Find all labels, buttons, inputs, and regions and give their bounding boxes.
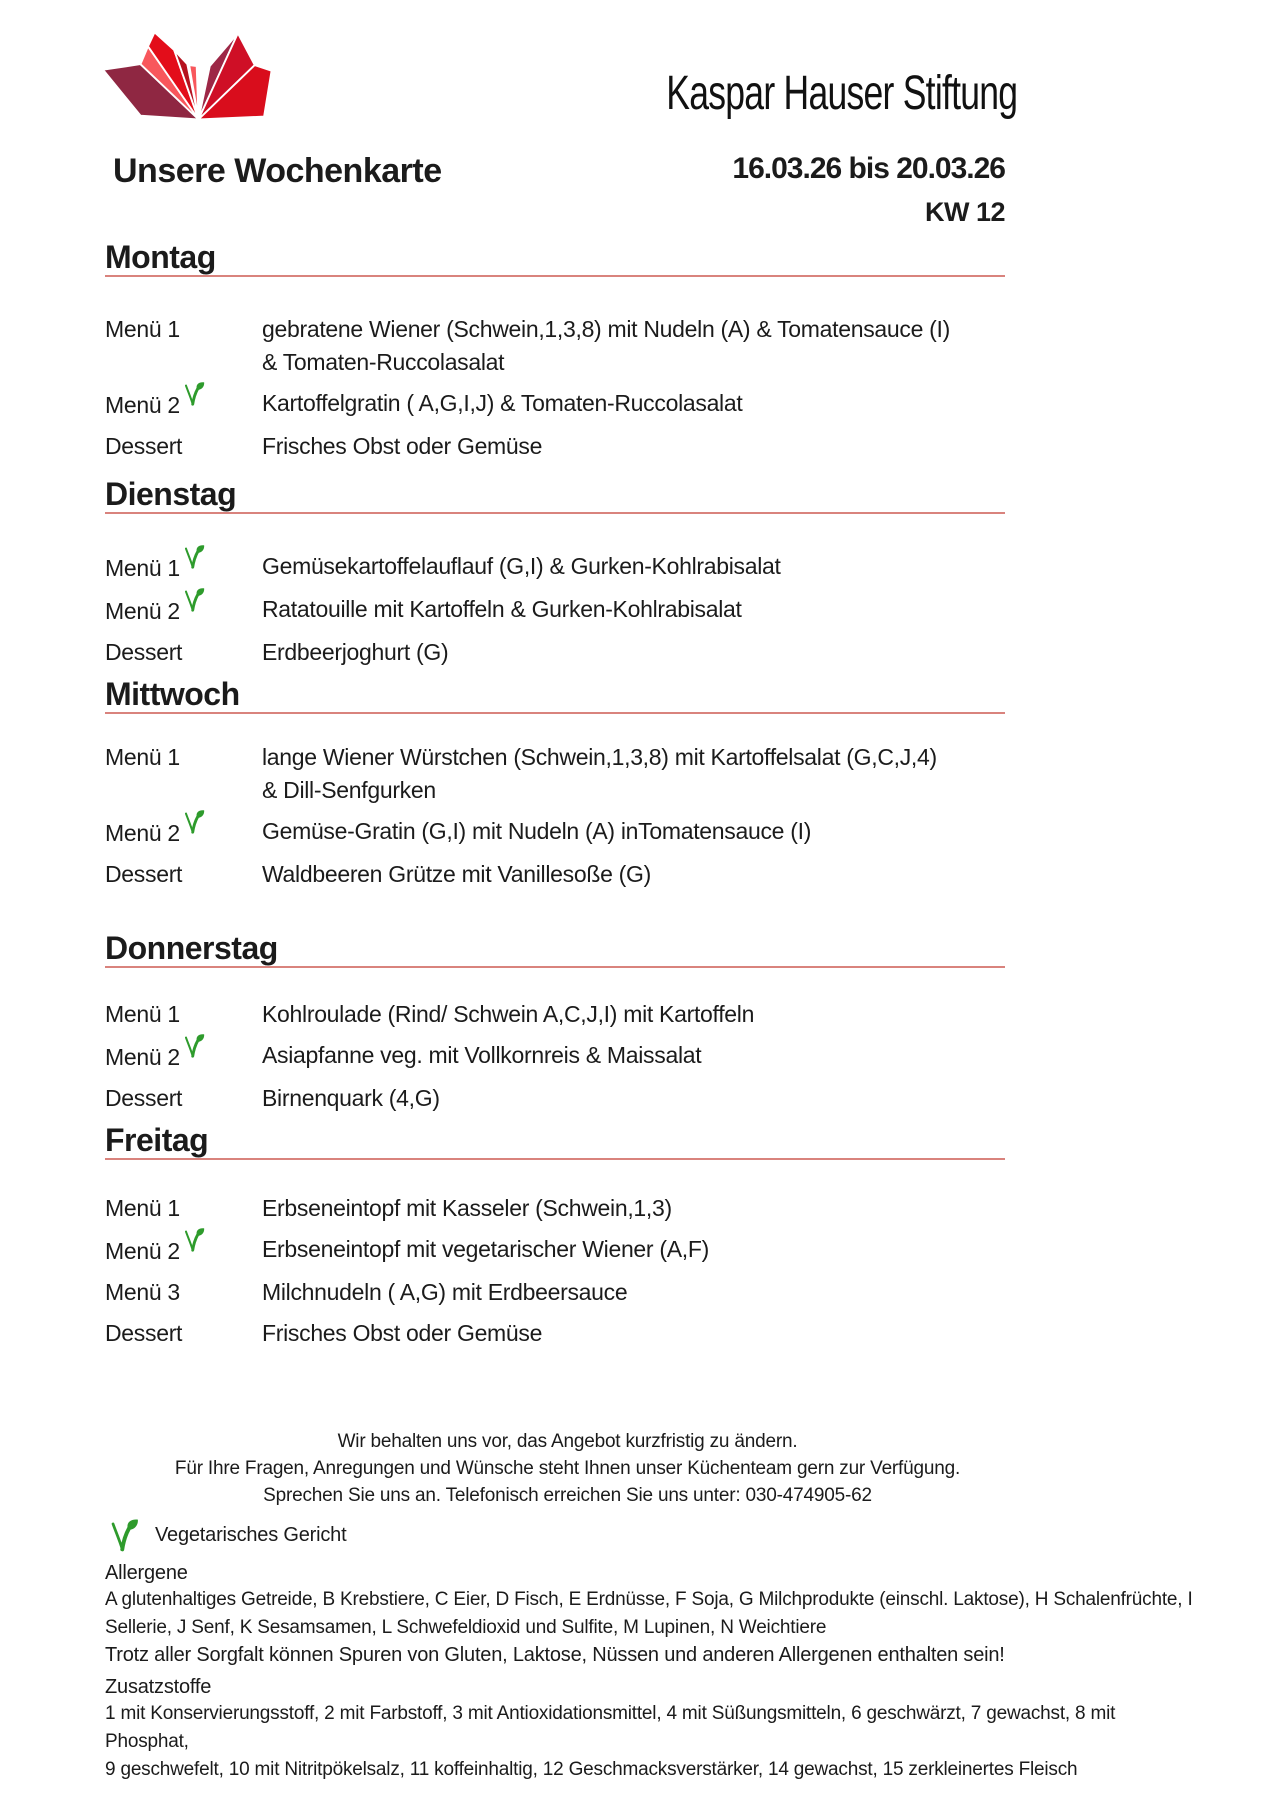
day-section-mittwoch: [105, 677, 1005, 891]
menu-label: Menü 2: [105, 815, 262, 850]
notice-line: Wir behalten uns vor, das Angebot kurzfristig zu ändern.: [337, 1431, 798, 1452]
vegetarian-icon: [109, 1517, 139, 1554]
menu-label: Menü 1: [105, 1195, 180, 1221]
allergens-heading: Allergene: [105, 1562, 188, 1584]
day-section-donnerstag: [105, 931, 1005, 1115]
allergens-list: A glutenhaltiges Getreide, B Krebstiere, C Eier, D Fisch, E Erdnüsse, F Soja, G Milchprodukte (einschl. Laktose), H Schalenfrüchte, I Sellerie, J Senf, K Sesamsamen, L Schwefeldioxid und Sulfite, M Lupinen, N Weichtiere: [105, 1589, 1193, 1638]
menu-label: Dessert: [105, 1320, 183, 1346]
kaspar-hauser-logo-icon: [92, 22, 277, 125]
vegetarian-icon: [183, 380, 205, 408]
day-heading: Montag: [105, 240, 1005, 277]
kitchen-notice: [105, 1428, 1030, 1509]
menu-row: [105, 313, 1005, 379]
menu-row: [105, 550, 1005, 585]
dish-text: Frisches Obst oder Gemüse: [262, 433, 543, 459]
dish-text: Erbseneintopf mit vegetarischer Wiener (A,F): [262, 1236, 709, 1262]
day-section-freitag: [105, 1123, 1005, 1350]
dish-text: Gemüse-Gratin (G,I) mit Nudeln (A) inTomatensauce (I): [262, 818, 812, 844]
dish-text: Ratatouille mit Kartoffeln & Gurken-Kohlrabisalat: [262, 596, 742, 622]
menu-label: Menü 1: [105, 744, 180, 770]
menu-row: [105, 1317, 1005, 1350]
menu-label: Menü 2: [105, 1039, 262, 1074]
menu-label: Menü 3: [105, 1279, 180, 1305]
menu-label: Menü 2: [105, 593, 262, 628]
menu-label: Menü 2: [105, 387, 262, 422]
day-section-dienstag: [105, 477, 1005, 669]
brand-name: Kaspar Hauser Stiftung: [666, 67, 1017, 120]
vegetarian-icon: [183, 1226, 205, 1254]
vegetarian-legend: [105, 1515, 1195, 1555]
day-heading: Mittwoch: [105, 677, 1005, 714]
vegetarian-icon: [183, 1032, 205, 1060]
notice-line: Für Ihre Fragen, Anregungen und Wünsche steht Ihnen unser Küchenteam gern zur Verfügung.: [174, 1458, 961, 1479]
dish-text: lange Wiener Würstchen (Schwein,1,3,8) mit Kartoffelsalat (G,C,J,4) & Dill-Senfgurken: [262, 744, 937, 803]
menu-row: [105, 593, 1005, 628]
title-row: [105, 152, 1005, 228]
menu-row: [105, 1039, 1005, 1074]
menu-row: [105, 858, 1005, 891]
additives-heading: Zusatzstoffe: [105, 1676, 212, 1698]
menu-row: [105, 1082, 1005, 1115]
menu-label: Dessert: [105, 1085, 183, 1111]
menu-row: [105, 998, 1005, 1031]
menu-row: [105, 1233, 1005, 1268]
dish-text: Kohlroulade (Rind/ Schwein A,C,J,I) mit Kartoffeln: [262, 1001, 755, 1027]
menu-label: Dessert: [105, 861, 183, 887]
dish-text: Waldbeeren Grütze mit Vanillesoße (G): [262, 861, 651, 887]
vegetarian-icon: [183, 808, 205, 836]
menu-label: Menü 1: [105, 550, 262, 585]
menu-label: Dessert: [105, 639, 183, 665]
dish-text: Kartoffelgratin ( A,G,I,J) & Tomaten-Ruccolasalat: [262, 390, 743, 416]
vegetarian-legend-label: Vegetarisches Gericht: [155, 1523, 347, 1546]
dish-text: Gemüsekartoffelauflauf (G,I) & Gurken-Kohlrabisalat: [262, 553, 781, 579]
menu-label: Menü 1: [105, 316, 180, 342]
menu-label: Menü 2: [105, 1233, 262, 1268]
vegetarian-icon: [183, 543, 205, 571]
vegetarian-icon: [183, 586, 205, 614]
date-range: 16.03.26 bis 20.03.26: [732, 152, 1005, 185]
menu-row: [105, 430, 1005, 463]
dish-text: Milchnudeln ( A,G) mit Erdbeersauce: [262, 1279, 628, 1305]
notice-line: Sprechen Sie uns an. Telefonisch erreichen Sie uns unter: 030-474905-62: [263, 1485, 872, 1506]
dish-text: gebratene Wiener (Schwein,1,3,8) mit Nudeln (A) & Tomatensauce (I) & Tomaten-Ruccolasalat: [262, 316, 950, 375]
dish-text: Erdbeerjoghurt (G): [262, 639, 449, 665]
menu-label: Menü 1: [105, 1001, 180, 1027]
dish-text: Asiapfanne veg. mit Vollkornreis & Maissalat: [262, 1042, 702, 1068]
day-heading: Dienstag: [105, 477, 1005, 514]
additives-list: 1 mit Konservierungsstoff, 2 mit Farbstoff, 3 mit Antioxidationsmittel, 4 mit Süßungsmitteln, 6 geschwärzt, 7 gewachst, 8 mit Phosphat, 9 geschwefelt, 10 mit Nitritpökelsalz, 11 koffeinhaltig, 12 Geschmacksverstärker, 14 gewachst, 15 zerkleinertes Fleisch: [105, 1703, 1116, 1780]
menu-row: [105, 815, 1005, 850]
allergens-note: Trotz aller Sorgfalt können Spuren von Gluten, Laktose, Nüssen und anderen Allergenen enthalten sein!: [105, 1644, 1005, 1666]
dish-text: Erbseneintopf mit Kasseler (Schwein,1,3): [262, 1195, 672, 1221]
menu-row: [105, 1276, 1005, 1309]
dish-text: Frisches Obst oder Gemüse: [262, 1320, 543, 1346]
menu-row: [105, 741, 1005, 807]
day-heading: Freitag: [105, 1123, 1005, 1160]
menu-label: Dessert: [105, 433, 183, 459]
menu-row: [105, 636, 1005, 669]
page-title: Unsere Wochenkarte: [113, 152, 442, 190]
week-number: KW 12: [924, 197, 1005, 227]
menu-row: [105, 387, 1005, 422]
day-heading: Donnerstag: [105, 931, 1005, 968]
dish-text: Birnenquark (4,G): [262, 1085, 440, 1111]
menu-row: [105, 1192, 1005, 1225]
day-section-montag: [105, 240, 1005, 463]
